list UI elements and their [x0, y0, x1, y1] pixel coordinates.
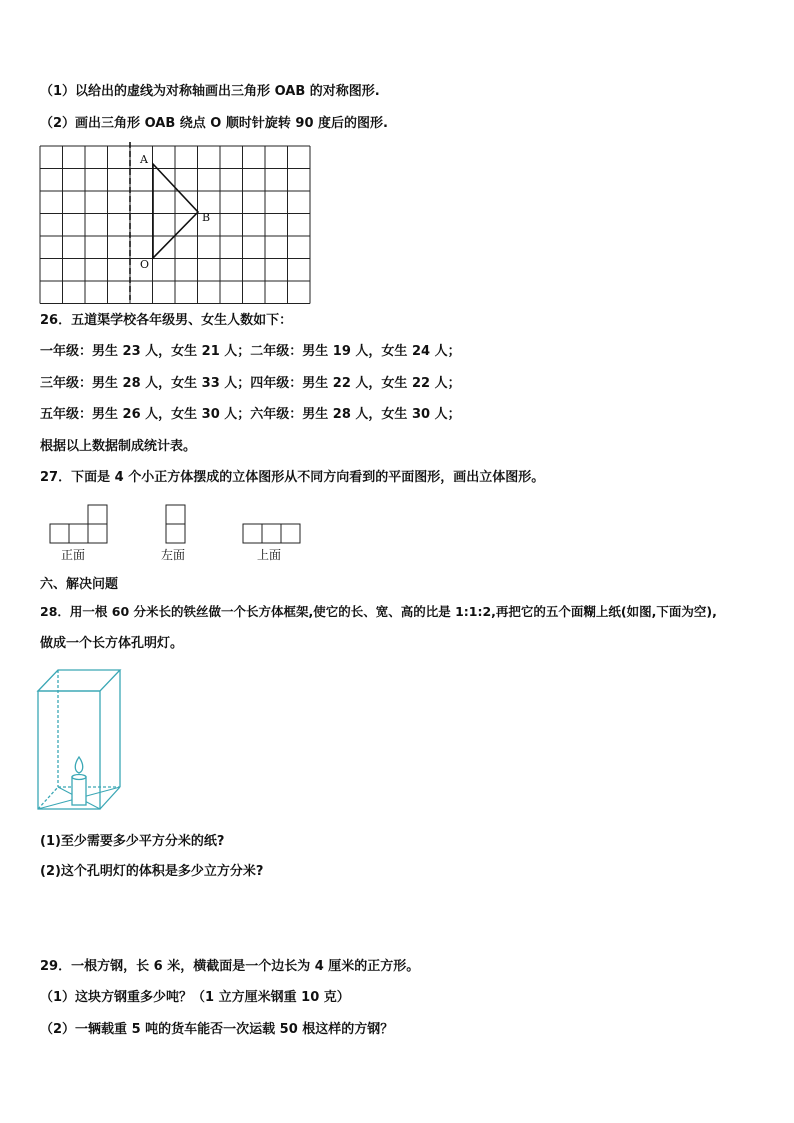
left-view-label: 左面 — [161, 548, 186, 562]
candle-flame — [75, 757, 83, 773]
q26-row2: 三年级：男生 28 人，女生 33 人；四年级：男生 22 人，女生 22 人； — [40, 376, 461, 391]
q25-part2: （2）画出三角形 OAB 绕点 O 顺时针旋转 90 度后的图形. — [40, 116, 388, 131]
front-view — [50, 505, 107, 543]
q25-grid-figure — [0, 140, 794, 300]
candle — [72, 777, 86, 805]
q29-text: 29．一根方钢，长 6 米，横截面是一个边长为 4 厘米的正方形。 — [40, 959, 420, 974]
q28-line2: 做成一个长方体孔明灯。 — [40, 636, 184, 651]
q28-line1: 28．用一根 60 分米长的铁丝做一个长方体框架,使它的长、宽、高的比是 1:1:2,再把它的五个面糊上纸(如图,下面为空), — [40, 604, 717, 619]
lantern-figure — [30, 665, 140, 825]
q27-views — [0, 500, 794, 570]
q26-intro: 26．五道渠学校各年级男、女生人数如下： — [40, 313, 293, 328]
q28-sub2: (2)这个孔明灯的体积是多少立方分米? — [40, 864, 264, 879]
q28-sub1: (1)至少需要多少平方分米的纸? — [40, 834, 225, 849]
q26-row1: 一年级：男生 23 人，女生 21 人；二年级：男生 19 人，女生 24 人； — [40, 344, 461, 359]
left-view — [166, 505, 185, 543]
q26-row3: 五年级：男生 26 人，女生 30 人；六年级：男生 28 人，女生 30 人； — [40, 407, 461, 422]
q27-text: 27．下面是 4 个小正方体摆成的立体图形从不同方向看到的平面图形，画出立体图形。 — [40, 470, 545, 485]
q29-sub1: （1）这块方钢重多少吨？（1 立方厘米钢重 10 克） — [40, 990, 350, 1005]
top-view-label: 上面 — [257, 548, 282, 562]
lantern-top-face — [38, 670, 120, 691]
label-a: A — [140, 153, 148, 166]
section-6-title: 六、解决问题 — [40, 577, 119, 592]
lantern-front-face — [38, 691, 100, 809]
q25-part1: （1）以给出的虚线为对称轴画出三角形 OAB 的对称图形. — [40, 84, 380, 99]
label-b: B — [202, 211, 211, 224]
label-o: O — [140, 258, 150, 271]
top-view — [243, 524, 300, 543]
candle-top — [72, 775, 86, 780]
lantern-hidden-edge — [38, 787, 58, 809]
q26-task: 根据以上数据制成统计表。 — [40, 439, 197, 454]
lantern-edge — [100, 787, 120, 809]
front-view-label: 正面 — [61, 548, 86, 562]
q29-sub2: （2）一辆载重 5 吨的货车能否一次运载 50 根这样的方钢？ — [40, 1022, 394, 1037]
